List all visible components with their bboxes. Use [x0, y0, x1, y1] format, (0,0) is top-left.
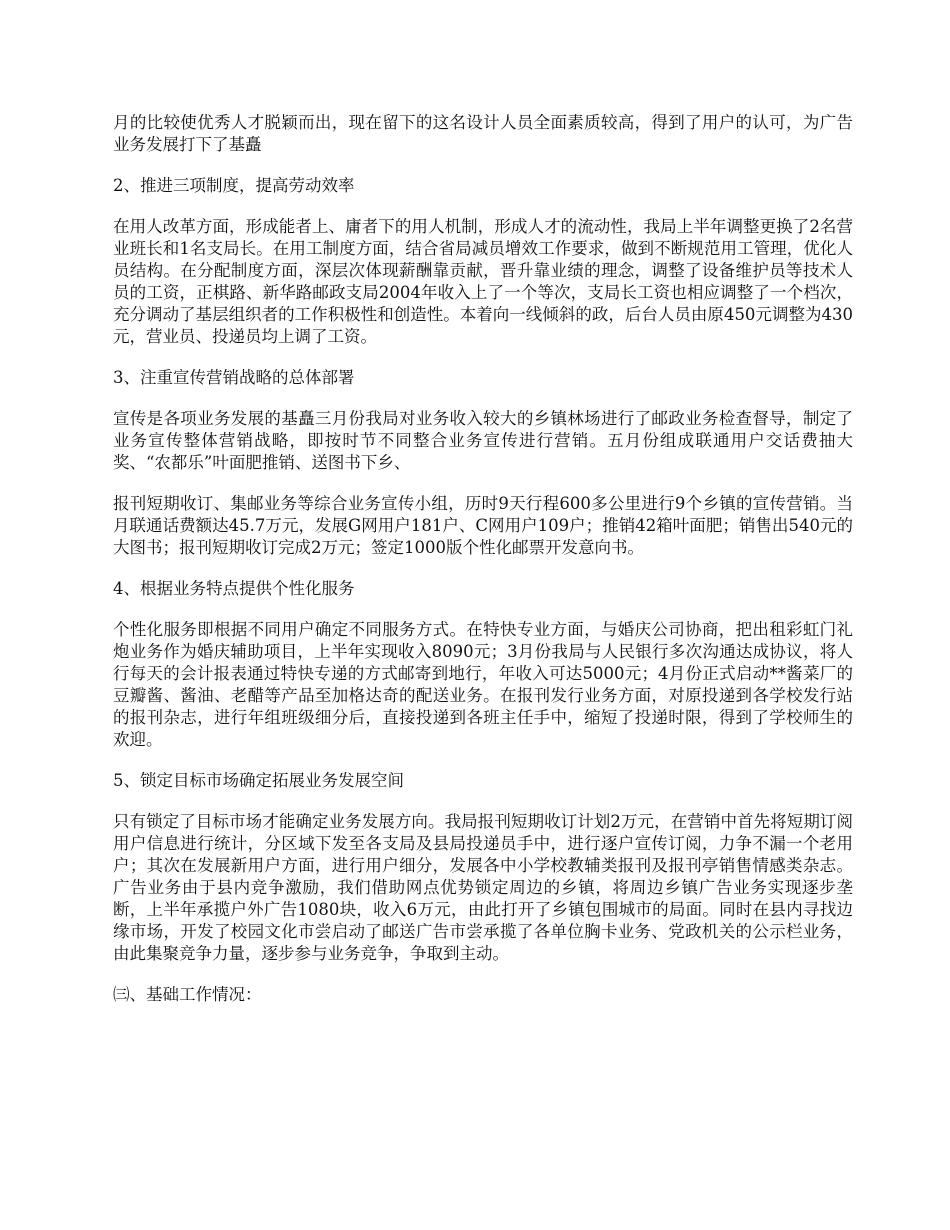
- paragraph: 在用人改革方面，形成能者上、庸者下的用人机制，形成人才的流动性，我局上半年调整更换了2名营业班长和1名支局长。在用工制度方面，结合省局减员增效工作要求，做到不断规范用工管理，优化人员结构。在分配制度方面，深层次体现薪酬靠贡献，晋升靠业绩的理念，调整了设备维护员等技术人员的工资，正棋路、新华路邮政支局2004年收入上了一个等次，支局长工资也相应调整了一个档次，充分调动了基层组织者的工作积极性和创造性。本着向一线倾斜的政，后台人员由原450元调整为430元，营业员、投递员均上调了工资。: [113, 217, 853, 346]
- paragraph: 只有锁定了目标市场才能确定业务发展方向。我局报刊短期收订计划2万元，在营销中首先将短期订阅用户信息进行统计，分区域下发至各支局及县局投递员手中，进行逐户宣传订阅，力争不漏一个老用户；其次在发展新用户方面，进行用户细分，发展各中小学校教辅类报刊及报刊亭销售情感类杂志。广告业务由于县内竞争激励，我们借助网点优势锁定周边的乡镇，将周边乡镇广告业务实现逐步垄断，上半年承揽户外广告1080块，收入6万元，由此打开了乡镇包围城市的局面。同时在县内寻找边缘市场，开发了校园文化市尝启动了邮送广告市尝承揽了各单位胸卡业务、党政机关的公示栏业务，由此集聚竞争力量，逐步参与业务竞争，争取到主动。: [113, 812, 853, 963]
- document-body: [113, 112, 853, 1025]
- paragraph: 月的比较使优秀人才脱颖而出，现在留下的这名设计人员全面素质较高，得到了用户的认可，为广告业务发展打下了基矗: [113, 113, 853, 154]
- paragraph: 个性化服务即根据不同用户确定不同服务方式。在特快专业方面，与婚庆公司协商，把出租彩虹门礼炮业务作为婚庆辅助项目，上半年实现收入8090元；3月份我局与人民银行多次沟通达成协议，将人行每天的会计报表通过特快专递的方式邮寄到地行，年收入可达5000元；4月份正式启动**酱菜厂的豆瓣酱、酱油、老醋等产品至加格达奇的配送业务。在报刊发行业务方面，对原投递到各学校发行站的报刊杂志，进行年组班级细分后，直接投递到各班主任手中，缩短了投递时限，得到了学校师生的欢迎。: [113, 620, 853, 749]
- section-heading: 2、推进三项制度，提高劳动效率: [113, 176, 355, 195]
- section-heading: 5、锁定目标市场确定拓展业务发展空间: [113, 771, 404, 790]
- paragraph: 宣传是各项业务发展的基矗三月份我局对业务收入较大的乡镇林场进行了邮政业务检查督导，制定了业务宣传整体营销战略，即按时节不同整合业务宣传进行营销。五月份组成联通用户交话费抽大奖、“农都乐”叶面肥推销、送图书下乡、: [113, 409, 853, 472]
- section-heading: 4、根据业务特点提供个性化服务: [113, 579, 355, 598]
- section-heading: ㈢、基础工作情况：: [113, 985, 262, 1004]
- paragraph: 报刊短期收订、集邮业务等综合业务宣传小组，历时9天行程600多公里进行9个乡镇的宣传营销。当月联通话费额达45.7万元，发展G网用户181户、C网用户109户；推销42箱叶面肥；销售出540元的大图书；报刊短期收订完成2万元；签定1000版个性化邮票开发意向书。: [113, 494, 853, 557]
- section-heading: 3、注重宣传营销战略的总体部署: [113, 368, 355, 387]
